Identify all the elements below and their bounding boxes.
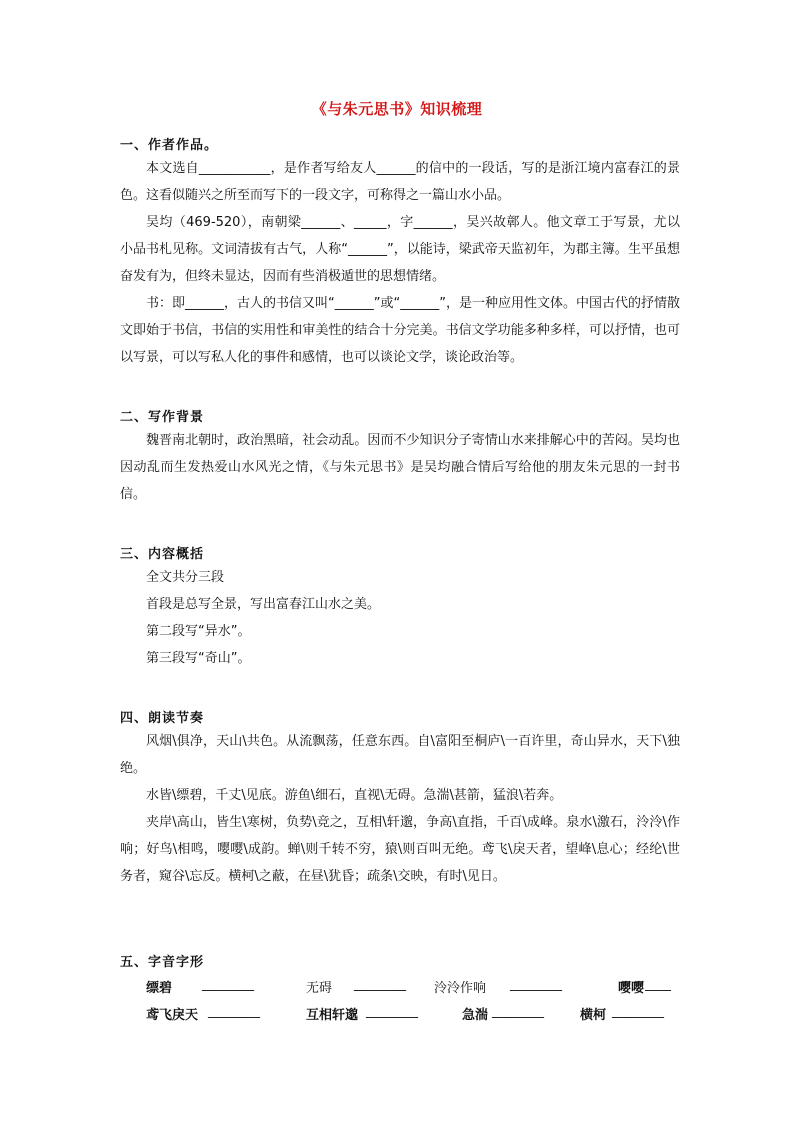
vocab-blank: ________ <box>366 1004 418 1019</box>
summary-line-2: 首段是总写全景，写出富春江山水之美。 <box>146 597 381 612</box>
vocab-word: 嘤嘤 <box>618 981 645 996</box>
paragraph-rhythm-3: 夹岸\高山，皆生\寒树，负势\竞之，互相\轩邈，争高\直指，千百\成峰。泉水\激石，泠泠\作响；好鸟\相鸣，嘤嘤\成韵。蝉\则千转不穷，猿\则百叫无绝。鸢飞\戾天者，望峰\息心；经纶\世务者，窥谷\忘反。横柯\之蔽，在昼\犹昏；疏条\交映，有时\见日。 <box>120 815 680 884</box>
vocab-row-1 <box>0 977 794 1007</box>
summary-line-1: 全文共分三段 <box>146 570 225 585</box>
section-heading-author: 一、作者作品。 <box>120 138 219 153</box>
paragraph-source: 本文选自___________，是作者写给友人______的信中的一段话，写的是浙江境内富春江的景色。这看似随兴之所至而写下的一段文字，可称得之一篇山水小品。 <box>120 161 680 203</box>
summary-line-4: 第三段写“奇山”。 <box>146 651 251 666</box>
vocab-blank: ________ <box>354 977 406 992</box>
vocab-word: 缥碧 <box>146 981 173 996</box>
summary-line-3: 第二段写“异水”。 <box>146 624 251 639</box>
paragraph-rhythm-2: 水皆\缥碧，千丈\见底。游鱼\细石，直视\无碍。急湍\甚箭，猛浪\若奔。 <box>146 788 563 803</box>
vocab-blank: ________ <box>492 1004 544 1019</box>
vocab-blank: ________ <box>510 977 562 992</box>
vocab-blank: ____ <box>645 977 671 992</box>
vocab-blank: ________ <box>208 1004 260 1019</box>
vocab-word: 无碍 <box>306 981 333 996</box>
paragraph-wujun: 吴均（469-520），南朝梁______、_____，字______，吴兴故鄣人。他文章工于写景，尤以小品书札见称。文词清拔有古气，人称“______”，以能诗，梁武帝天监初年，为郡主簿。生平虽想奋发有为，但终未显达，因而有些消极遁世的思想情绪。 <box>120 215 680 284</box>
paragraph-background: 魏晋南北朝时，政治黑暗，社会动乱。因而不少知识分子寄情山水来排解心中的苦闷。吴均也因动乱而生发热爱山水风光之情，《与朱元思书》是吴均融合情后写给他的朋友朱元思的一封书信。 <box>120 433 680 502</box>
vocab-row-2 <box>0 1004 794 1034</box>
vocab-word: 互相轩邈 <box>306 1008 359 1023</box>
paragraph-shu: 书：即______，古人的书信又叫“______”或“______”，是一种应用性文体。中国古代的抒情散文即始于书信，书信的实用性和审美性的结合十分完美。书信文学功能多种多样，可以抒情，也可以写景，可以写私人化的事件和感情，也可以谈论文学，谈论政治等。 <box>120 296 680 365</box>
section-heading-pronunciation: 五、字音字形 <box>120 955 205 970</box>
document-title: 《与朱元思书》知识梳理 <box>311 100 483 118</box>
vocab-word: 鸢飞戾天 <box>146 1008 199 1023</box>
section-heading-rhythm: 四、朗读节奏 <box>120 711 205 726</box>
vocab-blank: ________ <box>612 1004 664 1019</box>
vocab-word: 泠泠作响 <box>434 981 487 996</box>
section-heading-summary: 三、内容概括 <box>120 547 205 562</box>
vocab-blank: ________ <box>202 977 254 992</box>
section-heading-background: 二、写作背景 <box>120 410 205 425</box>
paragraph-rhythm-1: 风烟\俱净，天山\共色。从流飘荡，任意东西。自\富阳至桐庐\一百许里，奇山异水，天下\独绝。 <box>120 734 680 776</box>
vocab-word: 急湍 <box>462 1008 489 1023</box>
vocab-word: 横柯 <box>580 1008 607 1023</box>
